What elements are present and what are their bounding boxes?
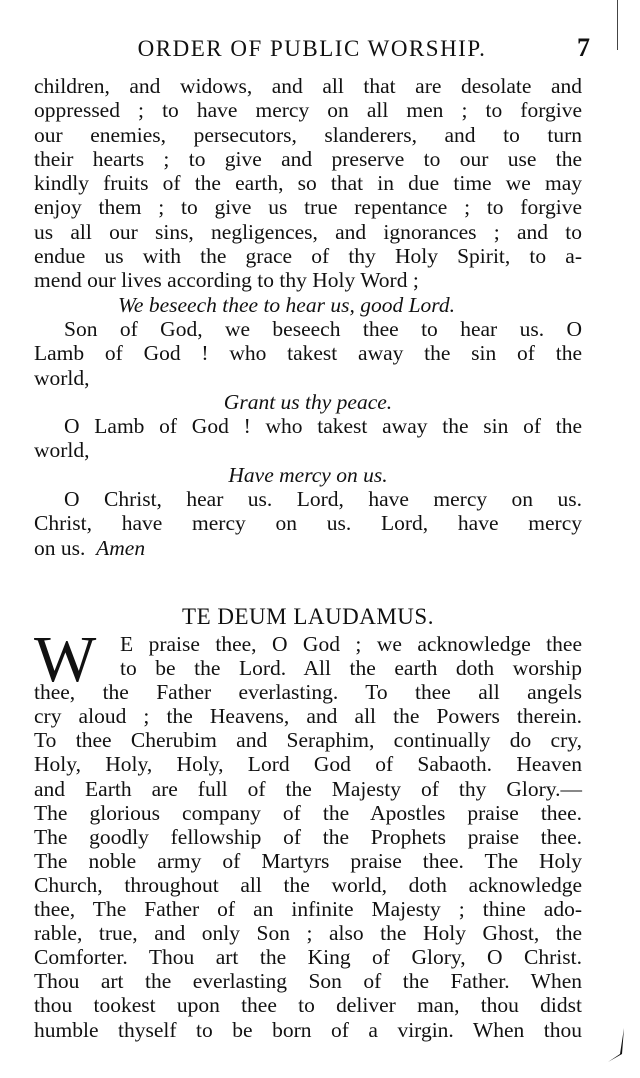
page-header xyxy=(34,33,590,70)
page-number: 7 xyxy=(577,33,590,62)
text-line: O Lamb of God ! who takest away the sin of the xyxy=(64,414,582,439)
text-line: Lamb of God ! who takest away the sin of the xyxy=(34,341,582,366)
litany-section xyxy=(34,74,582,560)
text-line: The goodly fellowship of the Prophets praise thee. xyxy=(34,824,582,849)
text-line: thee, the Father everlasting. To thee all angels xyxy=(34,680,582,705)
text-line: endue us with the grace of thy Holy Spirit, to a- xyxy=(34,244,582,269)
running-title: ORDER OF PUBLIC WORSHIP. xyxy=(137,36,487,61)
text-line: E praise thee, O God ; we acknowledge thee xyxy=(120,632,582,656)
text-line: To thee Cherubim and Seraphim, continually do cry, xyxy=(34,728,582,753)
page-edge-rule xyxy=(617,0,618,50)
text-line: Thou art the everlasting Son of the Father. When xyxy=(34,969,582,994)
response-line: Have mercy on us. xyxy=(228,462,388,487)
text-line: Church, throughout all the world, doth acknowledge xyxy=(34,872,582,897)
te-deum-section xyxy=(34,623,582,1042)
section-title: TE DEUM LAUDAMUS. xyxy=(182,604,434,629)
text-line: world, xyxy=(34,438,90,463)
text-line: cry aloud ; the Heavens, and all the Powers therein. xyxy=(34,704,582,729)
text-line: and Earth are full of the Majesty of thy Glory.— xyxy=(34,776,582,801)
text-line: thee, The Father of an infinite Majesty ; thine ado- xyxy=(34,897,582,922)
text-line: The noble army of Martyrs praise thee. The Holy xyxy=(34,848,582,873)
drop-cap: W xyxy=(34,623,97,696)
text-line: thou tookest upon thee to deliver man, thou didst xyxy=(34,993,582,1018)
text-line: kindly fruits of the earth, so that in due time we may xyxy=(34,171,582,196)
text-line: children, and widows, and all that are desolate and xyxy=(34,74,582,98)
text-line xyxy=(34,536,582,560)
text-line: to be the Lord. All the earth doth worship xyxy=(120,656,582,681)
text-line: humble thyself to be born of a virgin. When thou xyxy=(34,1017,582,1042)
text-line: world, xyxy=(34,365,90,390)
text-line: enjoy them ; to give us true repentance ; to forgive xyxy=(34,195,582,220)
text-line: us all our sins, negligences, and ignorances ; and to xyxy=(34,219,582,244)
response-line: Grant us thy peace. xyxy=(223,389,393,414)
text-line: mend our lives according to thy Holy Word ; xyxy=(34,268,419,293)
text-line: O Christ, hear us. Lord, have mercy on us. xyxy=(64,487,582,512)
text-line: Son of God, we beseech thee to hear us. O xyxy=(64,316,582,341)
text-line: The glorious company of the Apostles praise thee. xyxy=(34,800,582,825)
christ-last-words: on us. xyxy=(34,535,86,560)
text-line: rable, true, and only Son ; also the Holy Ghost, the xyxy=(34,921,582,946)
text-line: Holy, Holy, Holy, Lord God of Sabaoth. Heaven xyxy=(34,752,582,777)
text-line: our enemies, persecutors, slanderers, and to turn xyxy=(34,122,582,147)
text-line: their hearts ; to give and preserve to our use the xyxy=(34,146,582,171)
text-line: Christ, have mercy on us. Lord, have mercy xyxy=(34,511,582,536)
amen: Amen xyxy=(96,535,146,560)
text-line: Comforter. Thou art the King of Glory, O Christ. xyxy=(34,945,582,970)
text-line: oppressed ; to have mercy on all men ; to forgive xyxy=(34,98,582,123)
response-line: We beseech thee to hear us, good Lord. xyxy=(118,292,455,317)
page-curl-mark xyxy=(604,1024,626,1066)
